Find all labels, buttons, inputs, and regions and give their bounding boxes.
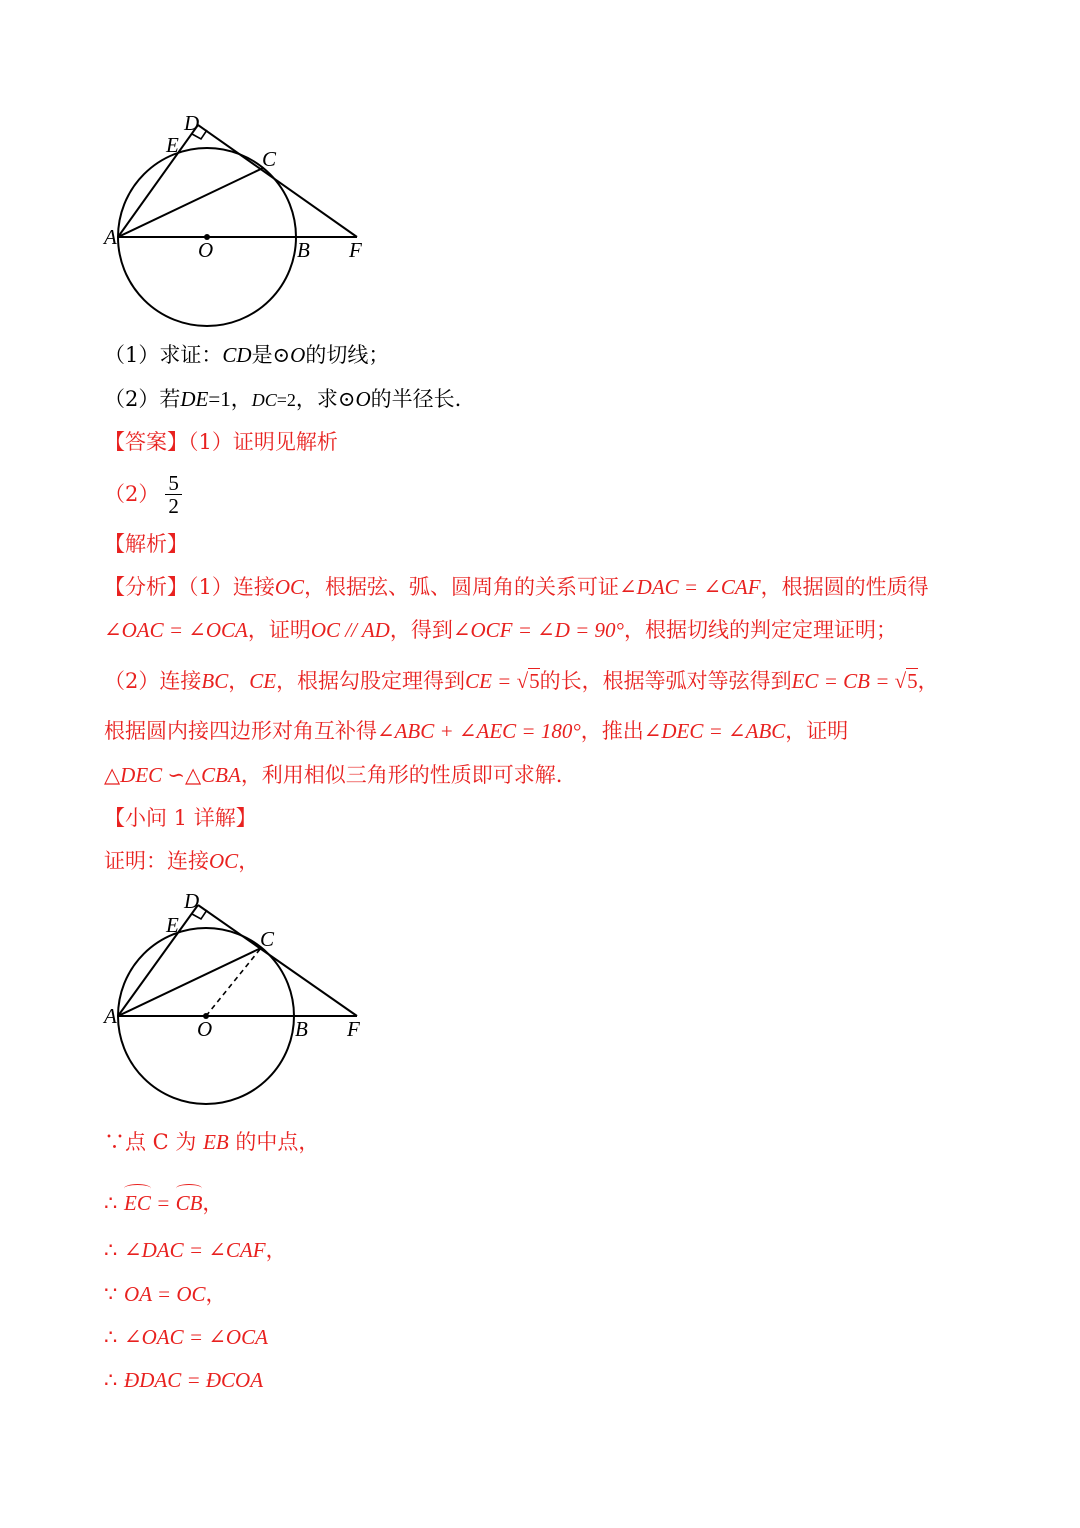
analysis-line-5 <box>104 760 563 790</box>
sqrt-expression: √5 <box>516 669 540 693</box>
arc-notation: EC <box>124 1188 151 1218</box>
text-run: ， <box>202 1191 224 1215</box>
problem-part-1: （1）求证：CD是⊙O的切线； <box>104 343 390 367</box>
math-run: ∠OAC = ∠OCA <box>124 1325 268 1349</box>
math-run: CE <box>249 669 277 693</box>
math-run: ∠DEC = ∠ABC <box>643 719 786 743</box>
analysis-line-2 <box>104 615 897 645</box>
label-e: E <box>166 133 179 157</box>
label-b: B <box>297 238 310 262</box>
text-run: ，证明 <box>247 618 311 642</box>
label-a: A <box>104 1004 117 1028</box>
text-run: ∴ <box>104 1368 125 1392</box>
label-f: F <box>347 1017 360 1041</box>
proof-step-1 <box>104 1127 319 1157</box>
math-run: OC // AD <box>310 618 390 642</box>
analysis-line-3 <box>104 666 939 696</box>
label-d: D <box>184 111 200 135</box>
label-o: O <box>197 1017 213 1041</box>
answer-line-2: （2） $\frac{5}{2}$ <box>104 468 182 520</box>
text-run: ∵点 C 为 <box>104 1130 204 1154</box>
text-run: ∵ <box>104 1282 125 1306</box>
text-run: ∴ <box>104 1238 125 1262</box>
proof-step-5 <box>104 1322 268 1352</box>
text-run: ， <box>205 1282 227 1306</box>
label-b: B <box>295 1017 308 1041</box>
label-a: A <box>104 225 117 249</box>
label-f: F <box>349 238 362 262</box>
math-run: OA = OC <box>124 1282 206 1306</box>
label-o: O <box>198 238 214 262</box>
text-run: 的长，根据等弧对等弦得到 <box>539 669 792 693</box>
math-run: ÐDAC = ÐCOA <box>124 1368 264 1392</box>
math-run: EB <box>203 1130 229 1154</box>
line-ad <box>118 125 198 237</box>
math-run: = <box>150 1191 176 1215</box>
text-run: ，证明 <box>785 719 849 743</box>
text-run: ∴ <box>104 1325 125 1349</box>
analysis-tag: 【解析】 <box>104 532 188 556</box>
text-run: ， <box>238 849 260 873</box>
proof-step-4 <box>104 1279 227 1309</box>
problem-part-2: （2）若DE=1，DC=2，求⊙O的半径长. <box>104 387 462 411</box>
math-run: OC <box>209 849 239 873</box>
proof-step-2 <box>104 1188 223 1218</box>
geometry-figure-2 <box>100 888 370 1110</box>
line-df <box>198 125 357 237</box>
text-run: 【分析】（1）连接 <box>104 575 275 599</box>
math-run: ∠DAC = ∠CAF <box>124 1238 266 1262</box>
figure-2-svg <box>100 888 370 1110</box>
text-run: ，根据勾股定理得到 <box>276 669 466 693</box>
text-run: ，得到 <box>389 618 453 642</box>
text-run: 根据圆内接四边形对角互补得 <box>104 719 377 743</box>
label-d: D <box>184 889 200 913</box>
math-run: OC <box>274 575 305 599</box>
analysis-line-1 <box>104 572 929 602</box>
text-run: 证明：连接 <box>104 849 209 873</box>
text-run: ，推出 <box>580 719 644 743</box>
line-df <box>198 905 357 1016</box>
geometry-figure-1 <box>100 108 370 330</box>
text-run: ， <box>265 1238 287 1262</box>
proof-intro <box>104 846 259 876</box>
figure-1-svg <box>100 108 370 330</box>
math-run: EC = CB = <box>791 669 895 693</box>
analysis-line-4 <box>104 716 848 746</box>
math-run: ∠OAC = ∠OCA <box>104 618 248 642</box>
text-run: ， <box>228 669 250 693</box>
line-oc-dashed <box>206 948 261 1016</box>
arc-notation: CB <box>176 1188 203 1218</box>
answer-fraction: $\frac{5}{2}$ <box>165 472 182 517</box>
math-run: ∠ABC + ∠AEC = 180° <box>377 719 581 743</box>
math-run: △DEC ∽△CBA <box>104 763 241 787</box>
text-run: ，根据圆的性质得 <box>760 575 929 599</box>
label-e: E <box>166 913 179 937</box>
math-run: CE = <box>465 669 517 693</box>
text-run: ， <box>917 669 939 693</box>
text-run: 的中点， <box>228 1130 320 1154</box>
proof-step-6 <box>104 1365 263 1395</box>
math-run: ∠OCF = ∠D = 90° <box>452 618 624 642</box>
line-ad <box>118 905 198 1016</box>
text-run: ，利用相似三角形的性质即可求解. <box>240 763 563 787</box>
text-run: ，根据弦、弧、圆周角的关系可证 <box>304 575 620 599</box>
math-run: BC <box>201 669 229 693</box>
answer-tag: 【答案】 <box>104 430 188 454</box>
label-c: C <box>260 927 275 951</box>
text-run: （2）连接 <box>104 669 202 693</box>
subquestion-tag: 【小问 1 详解】 <box>104 806 257 830</box>
label-c: C <box>262 147 277 171</box>
text-run: ∴ <box>104 1191 125 1215</box>
proof-step-3 <box>104 1235 287 1265</box>
math-run: ∠DAC = ∠CAF <box>619 575 761 599</box>
text-run: ，根据切线的判定定理证明； <box>623 618 897 642</box>
sqrt-expression: √5 <box>894 669 918 693</box>
answer-line-1: 【答案】（1）证明见解析 <box>104 430 338 454</box>
